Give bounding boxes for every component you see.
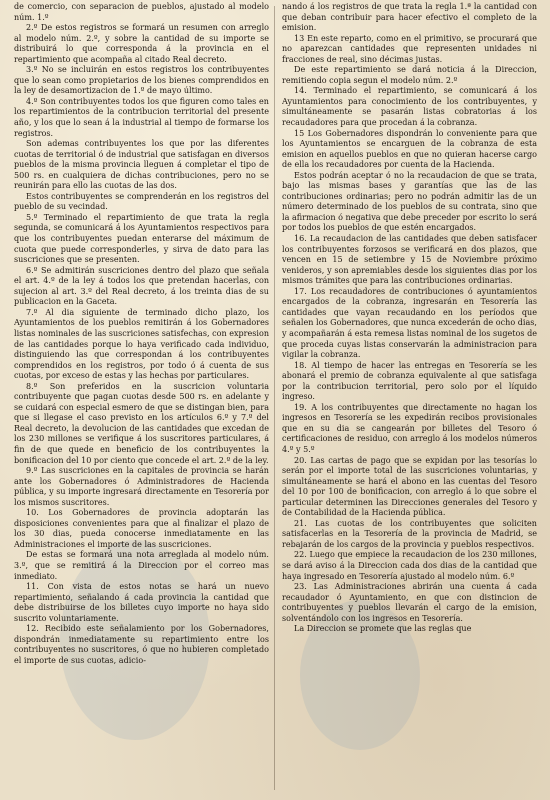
paragraph: De estas se formará una nota arreglada al modelo núm. 3.º, que se remitirá á la Direccion por el correo mas inmediato. (14, 550, 269, 581)
paragraph: 11. Con vista de estos notas se hará un nuevo repartimiento, señalando á cada provincia la cantidad que debe distribuirse de los billetes cuyo importe no haya sido suscrito voluntariamente. (14, 582, 269, 623)
paragraph: 6.º Se admitirán suscriciones dentro del plazo que señala el art. 4.º de la ley á todos los que pretendan hacerlas, con sujecion al art. 3.º del Real decreto, á los treinta dias de su publicacion en la Gaceta. (14, 265, 269, 307)
paragraph: 4.º Son contribuyentes todos los que figuren como tales en los repartimientos de la contribucion territorial del presente año, y los que lo sean á la industrial al tiempo de formarse los registros. (14, 96, 269, 138)
paragraph: 19. A los contribuyentes que directamente no hagan los ingresos en Tesorería se les expedirán recibos provisionales que en su dia se cangearán por billetes del Tesoro ó certificaciones de residuo, con arreglo á los modelos números 4.º y 5.º (282, 402, 537, 454)
paragraph: Estos podrán aceptar ó no la recaudacion de que se trata, bajo las mismas bases y garantías que las de las contribuciones ordinarias; pero no podrán admitir las de un número determinado de los pueblos de su contrata, sino que la afirmacion ó negativa que debe preceder por escrito lo será por todos los pueblos de que estén encargados. (282, 170, 537, 233)
paragraph: 3.º No se incluirán en estos registros los contribuyentes que lo sean como propietarios de los bienes comprendidos en la ley de desamortizacion de 1.º de mayo último. (14, 65, 269, 96)
paragraph: nando á los registros de que trata la regla 1.ª la cantidad con que deban contribuir para hacer efectivo el completo de la emision. (282, 2, 537, 33)
paragraph: 23. Las Administraciones abrirán una cuenta á cada recaudador ó Ayuntamiento, en que con distincion de contribuyentes y pueblos llevarán el cargo de la emision, solventándolo con los ingresos en Tesorería. (282, 582, 537, 623)
paragraph: Estos contribuyentes se comprenderán en los registros del pueblo de su vecindad. (14, 191, 269, 212)
paragraph: 5.º Terminado el repartimiento de que trata la regla segunda, se comunicará á los Ayuntamientos respectivos para que los contribuyentes puedan enterarse del máximum de cuota que puede corresponderles, y sirva de dato para las suscriciones que se presenten. (14, 212, 269, 265)
paragraph: 21. Las cuotas de los contribuyentes que soliciten satisfacerlas en la Tesorería de la provincia de Madrid, se rebajarán de los cargos de la provincia y pueblos respectivos. (282, 518, 537, 549)
paragraph: 13 En este reparto, como en el primitivo, se procurará que no aparezcan cantidades que representen unidades ni fracciones de real, sino décimas justas. (282, 33, 537, 64)
paragraph: 9.º Las suscriciones en la capitales de provincia se harán ante los Gobernadores ó Administradores de Hacienda pública, y su importe ingresará directamente en Tesorería por los mismos suscritores. (14, 466, 269, 507)
paragraph: de comercio, con separacion de pueblos, ajustado al modelo núm. 1.º (14, 2, 269, 22)
paragraph: 7.º Al dia siguiente de terminado dicho plazo, los Ayuntamientos de los pueblos remitirán á los Gobernadores listas nominales de las suscriciones satisfechas, con expresion de las cantidades porque lo haya verificado cada individuo, distinguiendo las que correspondan á los contribuyentes comprendidos en los registros, por todo ó á cuenta de sus cuotas, por exceso de estas y las hechas por particulares. (14, 307, 269, 381)
paragraph: 12. Recibido este señalamiento por los Gobernadores, dispondrán inmediatamente su repartimiento entre los contribuyentes no suscritores, ó que no hubieren completado el importe de sus cuotas, adicio- (14, 624, 269, 665)
left-text-column (14, 2, 269, 792)
paragraph: 20. Las cartas de pago que se expidan por las tesorías lo serán por el importe total de las suscriciones voluntarias, y simultáneamente se hará el abono en las cuentas del Tesoro del 10 por 100 de bonificacion, con arreglo á lo que sobre el particular determinen las Direcciones generales del Tesoro y de Contabilidad de la Hacienda pública. (282, 455, 537, 518)
paragraph: 15 Los Gobernadores dispondrán lo conveniente para que los Ayuntamientos se encarguen de la cobranza de esta emision en aquellos pueblos en que no quieran hacerse cargo de ella los recaudadores por cuenta de la Hacienda. (282, 128, 537, 170)
paragraph: 14. Terminado el repartimiento, se comunicará á los Ayuntamientos para conocimiento de los contribuyentes, y simultáneamente se pasarán listas cobratorias á los recaudadores para que procedan á la cobranza. (282, 86, 537, 128)
paragraph: 18. Al tiempo de hacer las entregas en Tesorería se les abonará el premio de cobranza equivalente al que satisfaga por la contribucion territorial, pero solo por el líquido ingreso. (282, 360, 537, 402)
paragraph: 22. Luego que empiece la recaudacion de los 230 millones, se dará aviso á la Direccion cada dos dias de la cantidad que haya ingresado en Tesorería ajustado al modelo núm. 6.º (282, 550, 537, 581)
paragraph: 17. Los recaudadores de contribuciones ó ayuntamientos encargados de la cobranza, ingresarán en Tesorería las cantidades que vayan recaudando en los períodos que señalen los Gobernadores, que nunca excederán de ocho dias, y acompañarán á esta remesa listas nominal de los sugetos de que proceda cuyas listas conservarán la administracion para vigilar la cobranza. (282, 286, 537, 360)
paragraph: 10. Los Gobernadores de provincia adoptarán las disposiciones convenientes para que al finalizar el plazo de los 30 dias, pueda conocerse inmediatamente en las Administraciones el importe de las suscriciones. (14, 508, 269, 549)
column-divider (274, 6, 275, 790)
paragraph: La Direccion se promete que las reglas que (294, 624, 472, 634)
paragraph: Son ademas contribuyentes los que por las diferentes cuotas de territorial ó de industrial que satisfagan en diversos pueblos de la misma provincia lleguen á completar el tipo de 500 rs. en cualquiera de dichas contribuciones, pero no se reunirán para ello las cuotas de las dos. (14, 139, 269, 191)
right-text-column (282, 2, 537, 792)
paragraph: 8.º Son preferidos en la suscricion voluntaria contribuyente que pagan cuotas desde 500 rs. en adelante y se cuidará con especial esmero de que se distingan bien, para que si llegase el caso previsto en los artículos 6.º y 7.º del Real decreto, la devolucion de las cantidades que excedan de los 230 millones se verifique á los suscritores particulares, á fin de que quede en beneficio de los contribuyentes la bonificacion del 10 por ciento que concede el art. 2.º de la ley. (14, 381, 269, 465)
paragraph: 16. La recaudacion de las cantidades que deben satisfacer los contribuyentes forzosos se verificará en dos plazos, que vencen en 15 de setiembre y 15 de Noviembre próximo venideros, y son apremiables desde los siguientes dias por los mismos trámites que para las contribuciones ordinarias. (282, 234, 537, 286)
paragraph: 2.º De estos registros se formará un resumen con arreglo al modelo núm. 2.º, y sobre la cantidad de su importe se distribuirá lo que corresponda á la provincia en el repartimiento que acompaña al citado Real decreto. (14, 23, 269, 64)
paragraph: De este repartimiento se dará noticia á la Direccion, remitiendo copia segun el modelo núm. 2.º (282, 65, 537, 85)
